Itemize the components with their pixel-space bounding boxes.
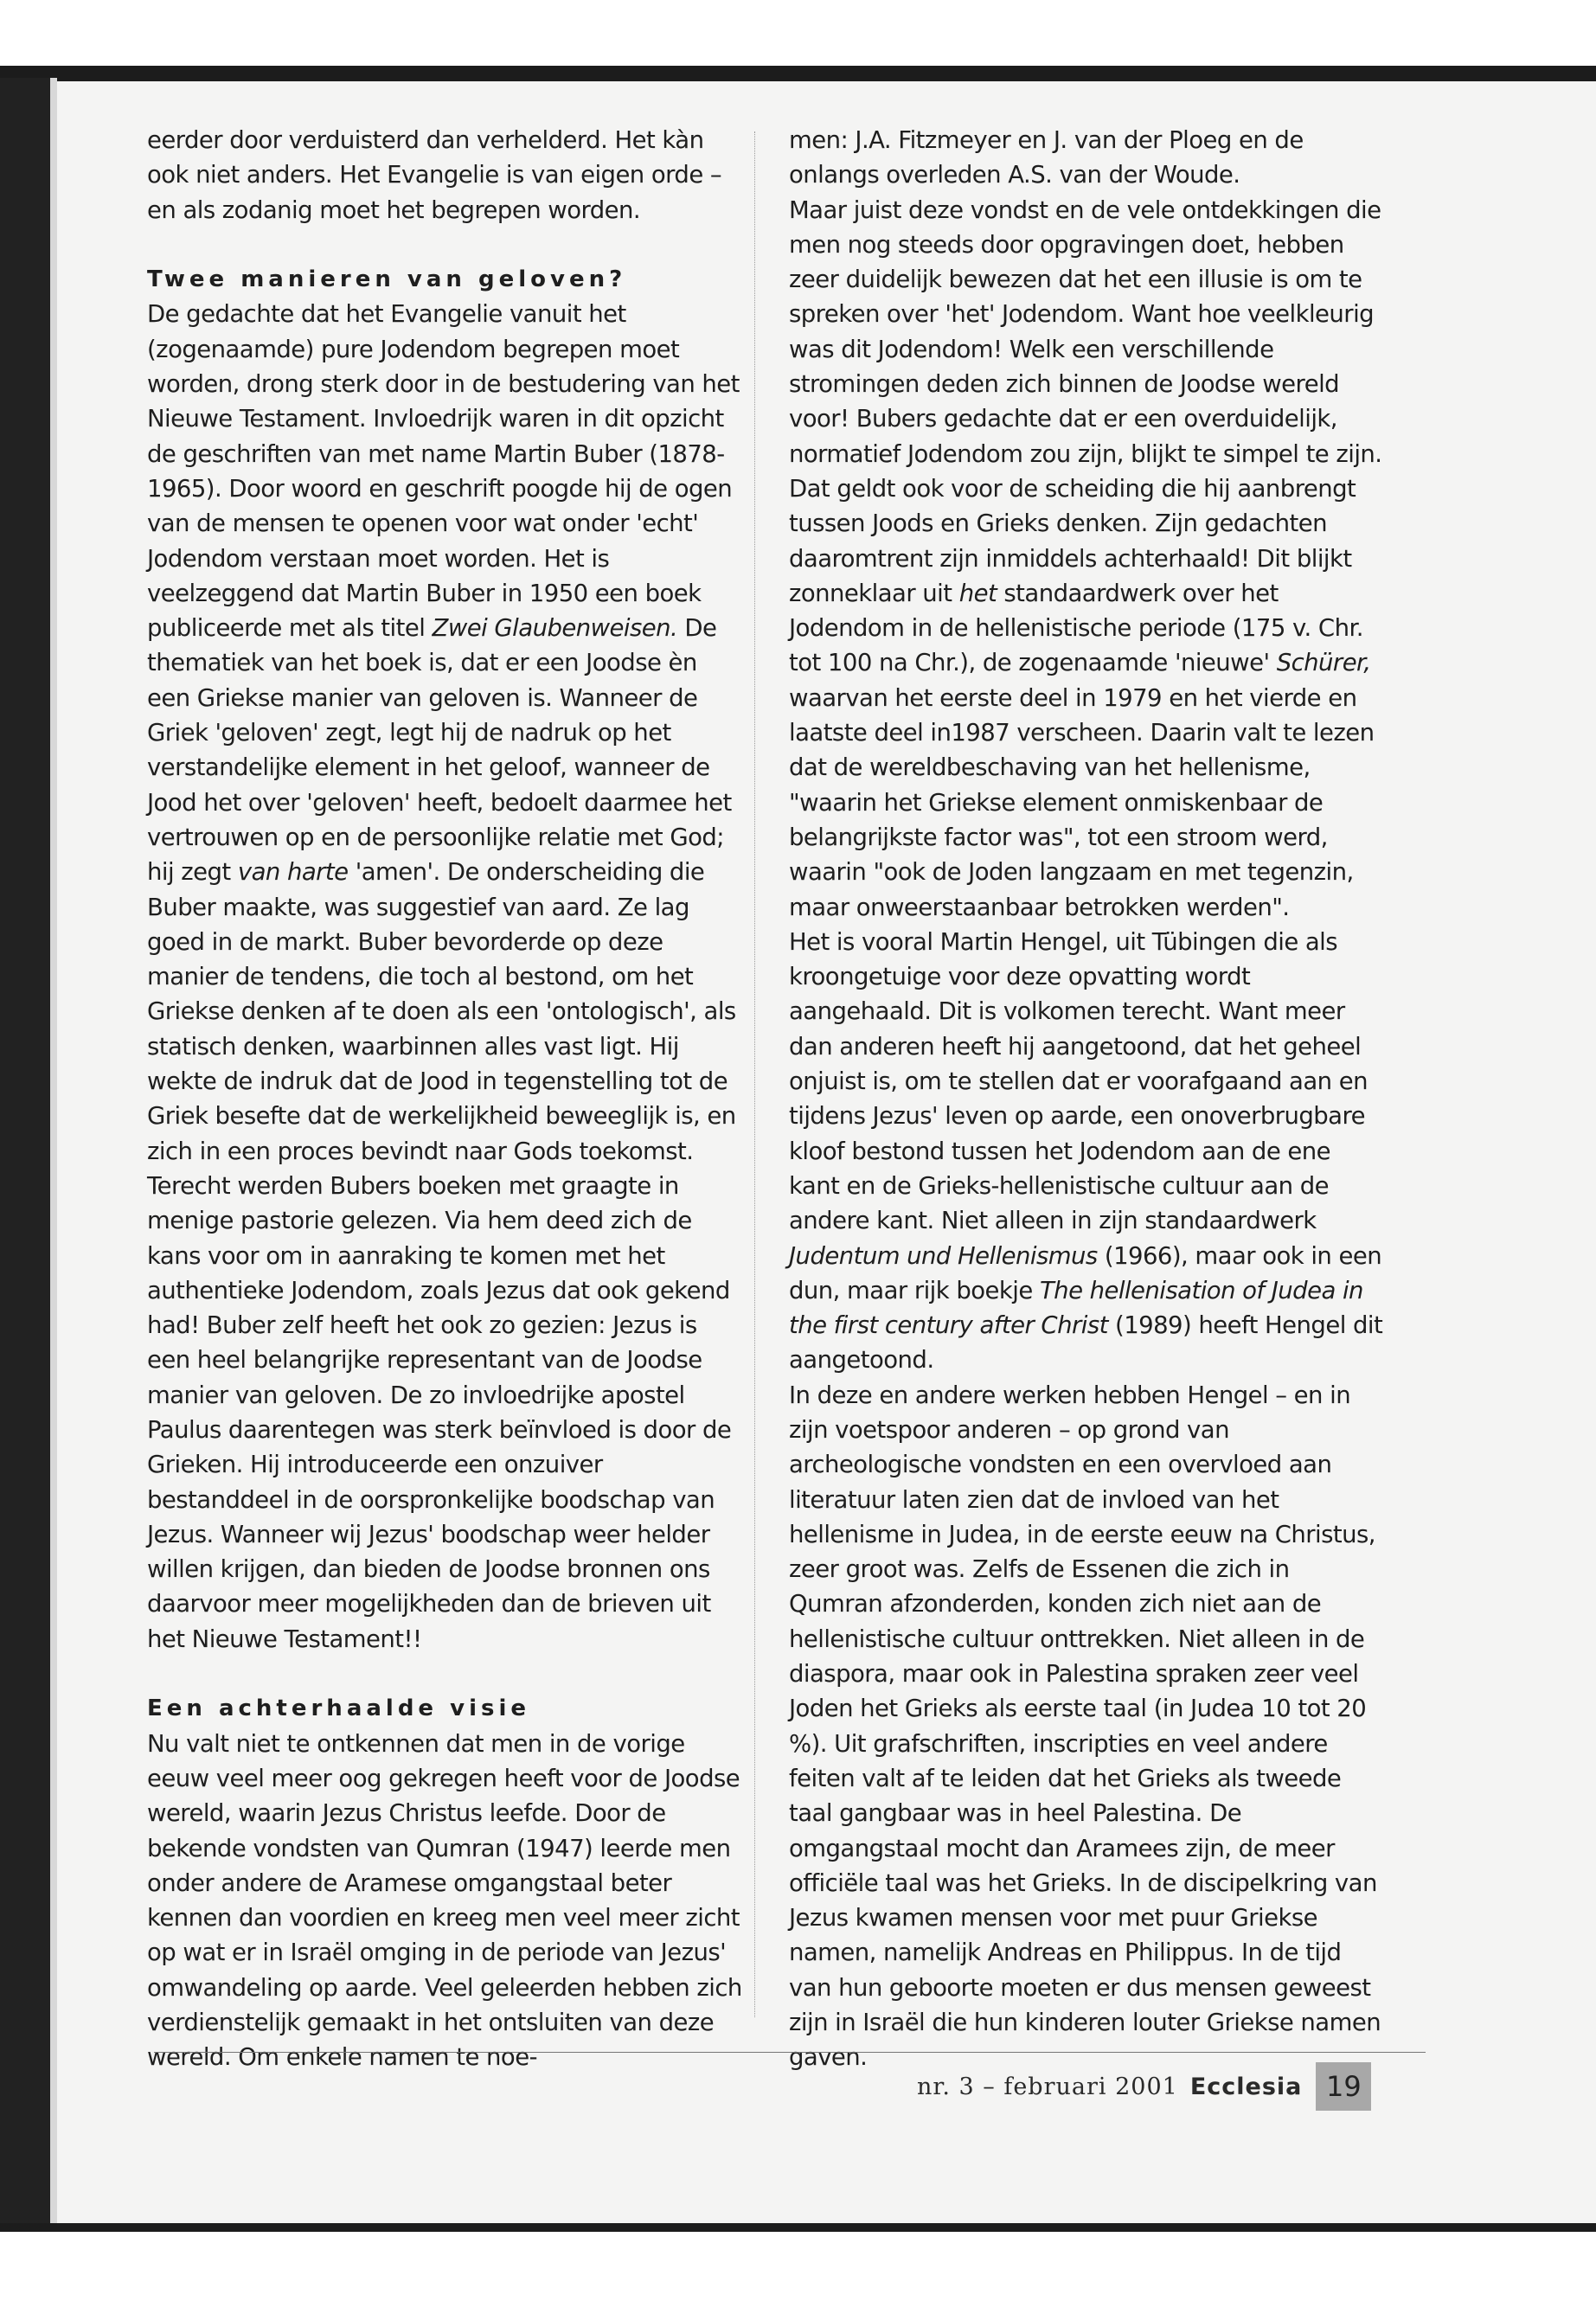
right-column <box>789 123 1386 2075</box>
emphasis: het <box>958 579 997 607</box>
paragraph: Dat geldt ook voor de scheiding die hij aanbrengt tussen Joods en Grieks denken. Zijn gedachten daaromtrent zijn inmiddels achterhaald! Dit blijkt zonneklaar uit het standaardwerk over het Jodendom in de hellenistische periode (175 v. Chr. tot 100 na Chr.), de zogenaamde 'nieuwe' Schürer, waarvan het eerste deel in 1979 en het vierde en laatste deel in1987 verscheen. Daarin valt te lezen dat de wereldbeschaving van het hellenisme, "waarin het Griekse element onmiskenbaar de belangrijkste factor was", tot een stroom werd, waarin "ook de Joden langzaam en met tegenzin, maar onweerstaanbaar betrokken werden". <box>789 474 1375 921</box>
page-number: 19 <box>1316 2062 1371 2111</box>
section-heading: Een achterhaalde visie <box>147 1695 530 1722</box>
left-column <box>147 123 744 2075</box>
book-title: Judentum und Hellenismus <box>789 1241 1098 1270</box>
scan-bottom-margin <box>0 2232 1596 2301</box>
emphasis: van harte <box>237 858 349 887</box>
paragraph: Maar juist deze vondst en de vele ontdekkingen die men nog steeds door opgravingen doet, hebben zeer duidelijk bewezen dat het een illusie is om te spreken over 'het' Jodendom. Want hoe veelkleurig was dit Jodendom! Welk een verschillende stromingen deden zich binnen de Joodse wereld voor! Bubers gedachte dat er een overduidelijk, normatief Jodendom zou zijn, blijkt te simpel te zijn. <box>789 195 1382 468</box>
paragraph: De gedachte dat het Evangelie vanuit het (zogenaamde) pure Jodendom begrepen moet worden, drong sterk door in de bestudering van het Nieuwe Testament. Invloedrijk waren in dit opzicht de geschriften van met name Martin Buber (1878-1965). Door woord en geschrift poogde hij de ogen van de mensen te openen voor wat onder 'echt' Jodendom verstaan moet worden. Het is veelzeggend dat Martin Buber in 1950 een boek publiceerde met als titel Zwei Glaubenweisen. De thematiek van het boek is, dat er een Joodse èn een Griekse manier van geloven is. Wanneer de Griek 'geloven' zegt, legt hij de nadruk op het verstandelijke element in het geloof, wanneer de Jood het over 'geloven' heeft, bedoelt daarmee het vertrouwen op en de persoonlijke relatie met God; hij zegt van harte 'amen'. De onderscheiding die Buber maakte, was suggestief van aard. Ze lag goed in de markt. Buber bevorderde op deze manier de tendens, die toch al bestond, om het Griekse denken af te doen als een 'ontologisch', als statisch denken, waarbinnen alles vast ligt. Hij wekte de indruk dat de Jood in tegenstelling tot de Griek besefte dat de werkelijkheid beweeglijk is, en zich in een proces bevindt naar Gods toekomst. <box>147 300 740 1165</box>
scan-left-edge <box>0 78 50 2227</box>
book-title: Schürer, <box>1276 649 1371 677</box>
paragraph: men: J.A. Fitzmeyer en J. van der Ploeg en de onlangs overleden A.S. van der Woude. <box>789 126 1304 189</box>
page-gutter <box>50 78 57 2227</box>
scan-top-edge <box>0 66 1596 81</box>
paragraph: In deze en andere werken hebben Hengel – en in zijn voetspoor anderen – op grond van archeologische vondsten en een overvloed aan literatuur laten zien dat de invloed van het hellenisme in Judea, in de eerste eeuw na Christus, zeer groot was. Zelfs de Essenen die zich in Qumran afzonderden, konden zich niet aan de hellenistische cultuur onttrekken. Niet alleen in de diaspora, maar ook in Palestina spraken zeer veel Joden het Grieks als eerste taal (in Judea 10 tot 20 %). Uit grafschriften, inscripties en veel andere feiten valt af te leiden dat het Grieks als tweede taal gangbaar was in heel Palestina. De omgangstaal mocht dan Aramees zijn, de meer officiële taal was het Grieks. In de discipelkring van Jezus kwamen mensen voor met puur Griekse namen, namelijk Andreas en Philippus. In de tijd van hun geboorte moeten er dus mensen geweest zijn in Israël die hun kinderen louter Griekse namen gaven. <box>789 1381 1381 2072</box>
issue-label: nr. 3 – februari 2001 <box>917 2073 1178 2100</box>
footer-rule <box>154 2052 1426 2053</box>
book-title: Zwei Glaubenweisen. <box>432 614 678 643</box>
paragraph: eerder door verduisterd dan verhelderd. Het kàn ook niet anders. Het Evangelie is van eigen orde – en als zodanig moet het begrepen worden. <box>147 126 722 224</box>
paragraph: Nu valt niet te ontkennen dat men in de vorige eeuw veel meer oog gekregen heeft voor de Joodse wereld, waarin Jezus Christus leefde. Door de bekende vondsten van Qumran (1947) leerde men onder andere de Aramese omgangstaal beter kennen dan voordien en kreeg men veel meer zicht op wat er in Israël omging in de periode van Jezus' omwandeling op aarde. Veel geleerden hebben zich verdienstelijk gemaakt in het ontsluiten van deze wereld. Om enkele namen te noe- <box>147 1729 742 2072</box>
section-heading: Twee manieren van geloven? <box>147 266 627 293</box>
magazine-name: Ecclesia <box>1189 2073 1303 2100</box>
book-title: The hellenisation of Judea in the first century after Christ <box>789 1276 1363 1340</box>
scan-top-margin <box>0 0 1596 74</box>
paragraph: Het is vooral Martin Hengel, uit Tübingen die als kroongetuige voor deze opvatting wordt aangehaald. Dit is volkomen terecht. Want meer dan anderen heeft hij aangetoond, dat het geheel onjuist is, om te stellen dat er voorafgaand aan en tijdens Jezus' leven op aarde, een onoverbrugbare kloof bestond tussen het Jodendom aan de ene kant en de Grieks-hellenistische cultuur aan de andere kant. Niet alleen in zijn standaardwerk Judentum und Hellenismus (1966), maar ook in een dun, maar rijk boekje The hellenisation of Judea in the first century after Christ (1989) heeft Hengel dit aangetoond. <box>789 927 1383 1375</box>
paragraph: Terecht werden Bubers boeken met graagte in menige pastorie gelezen. Via hem deed zich de kans voor om in aanraking te komen met het authentieke Jodendom, zoals Jezus dat ook gekend had! Buber zelf heeft het ook zo gezien: Jezus is een heel belangrijke representant van de Joodse manier van geloven. De zo invloedrijke apostel Paulus daarentegen was sterk beïnvloed is door de Grieken. Hij introduceerde een onzuiver bestanddeel in de oorspronkelijke boodschap van Jezus. Wanneer wij Jezus' boodschap weer helder willen krijgen, dan bieden de Joodse bronnen ons daarvoor meer mogelijkheden dan de brieven uit het Nieuwe Testament!! <box>147 1171 732 1653</box>
column-divider <box>754 131 755 2017</box>
page-footer <box>917 2062 1371 2111</box>
